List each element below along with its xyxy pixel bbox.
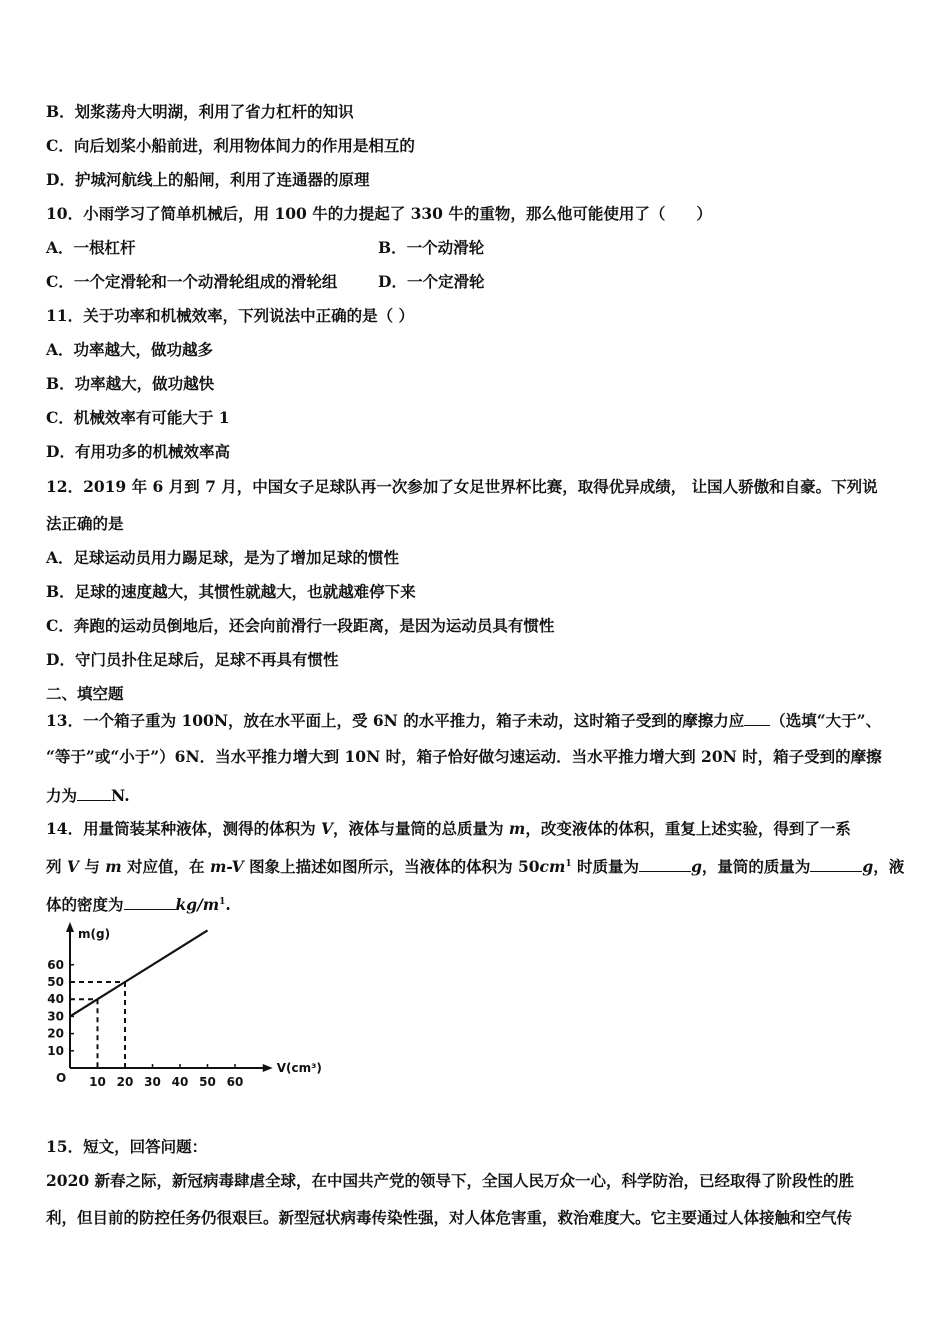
q9-option-b: B．划浆荡舟大明湖，利用了省力杠杆的知识	[46, 102, 354, 121]
q15-paragraph-line2: 利，但目前的防控任务仍很艰巨。新型冠状病毒传染性强，对人体危害重，救治难度大。它主要通过人体接触和空气传	[46, 1208, 853, 1227]
q10-option-b: B．一个动滑轮	[378, 238, 485, 257]
q12-option-c: C．奔跑的运动员倒地后，还会向前滑行一段距离，是因为运动员具有惯性	[46, 616, 555, 635]
q14-text-1c: ，改变液体的体积，重复上述实验，得到了一系	[525, 819, 851, 838]
q11-stem: 11．关于功率和机械效率，下列说法中正确的是（ ）	[46, 306, 414, 325]
q14-text-2c: 对应值，在	[121, 857, 210, 876]
q14-line1	[46, 819, 851, 839]
q14-text-2f: ，量筒的质量为	[701, 857, 811, 876]
section-title: 二、填空题	[46, 684, 124, 703]
y-tick-label: 20	[47, 1026, 64, 1041]
q12-stem-line1: 12．2019 年 6 月到 7 月，中国女子足球队再一次参加了女足世界杯比赛，取得优异成绩， 让国人骄傲和自豪。下列说	[46, 477, 878, 496]
q13-line2: “等于”或“小于”）6N．当水平推力增大到 10N 时，箱子恰好做匀速运动．当水平推力增大到 20N 时，箱子受到的摩擦	[46, 747, 882, 766]
q14-var-m-2: m	[105, 857, 122, 876]
q12-option-d: D．守门员扑住足球后，足球不再具有惯性	[46, 650, 339, 669]
q13-text-1b: （选填“大于”、	[770, 711, 882, 730]
y-axis-arrow	[66, 922, 74, 932]
x-tick-label: 50	[199, 1075, 216, 1089]
q14-text-2a: 列	[46, 857, 67, 876]
origin-label: O	[56, 1071, 67, 1085]
q10-option-a: A．一根杠杆	[46, 238, 136, 257]
q14-text-1a: 14．用量筒装某种液体，测得的体积为	[46, 819, 321, 838]
y-tick-label: 60	[47, 957, 64, 972]
q14-var-v: V	[320, 819, 333, 838]
q15-stem: 15．短文，回答问题：	[46, 1137, 208, 1156]
q14-text-2d: 图象上描述如图所示，当液体的体积为 50	[243, 857, 540, 876]
q10-option-d: D．一个定滑轮	[378, 272, 485, 291]
q14-unit-cm: cm	[539, 857, 566, 876]
q14-line3	[46, 894, 231, 915]
y-tick-label: 40	[47, 992, 64, 1007]
y-tick-label: 50	[47, 975, 64, 989]
q13-line3	[46, 785, 130, 806]
series-line	[70, 930, 208, 1016]
q14-sup-1: 1	[565, 858, 572, 869]
q14-var-m: m	[508, 819, 526, 838]
q14-var-v-2: V	[66, 857, 79, 876]
q10-option-c: C．一个定滑轮和一个动滑轮组成的滑轮组	[46, 272, 338, 291]
q14-text-2b: 与	[78, 857, 106, 876]
x-tick-label: 60	[226, 1075, 244, 1089]
q14-text-3b: .	[225, 895, 231, 914]
q13-blank-2[interactable]	[77, 785, 111, 801]
x-tick-label: 30	[144, 1075, 161, 1089]
q14-unit-kg: kg/m	[175, 895, 220, 914]
q14-text-3a: 体的密度为	[46, 895, 124, 914]
q9-option-c: C．向后划桨小船前进，利用物体间力的作用是相互的	[46, 136, 415, 155]
x-axis-arrow	[263, 1064, 273, 1072]
q13-text-3b: N.	[111, 786, 130, 805]
q13-text-1a: 13．一个箱子重为 100N，放在水平面上，受 6N 的水平推力，箱子未动，这时箱子受到的摩擦力应	[46, 711, 745, 730]
q14-unit-g: g	[691, 857, 702, 876]
q14-var-mv: m-V	[209, 857, 244, 876]
q12-option-a: A．足球运动员用力踢足球，是为了增加足球的惯性	[46, 548, 400, 567]
q11-option-c: C．机械效率有可能大于 1	[46, 408, 230, 427]
x-tick-label: 10	[89, 1075, 106, 1089]
q14-blank-3[interactable]	[124, 894, 176, 910]
q14-text-2g: ，液	[873, 857, 905, 876]
q15-paragraph-line1: 2020 新春之际，新冠病毒肆虐全球，在中国共产党的领导下，全国人民万众一心，科学防治，已经取得了阶段性的胜	[46, 1171, 855, 1190]
q14-sup-1b: 1	[219, 896, 226, 907]
q11-option-a: A．功率越大，做功越多	[46, 340, 214, 359]
q12-option-b: B．足球的速度越大，其惯性就越大，也就越难停下来	[46, 582, 416, 601]
q14-text-2e: 时质量为	[571, 857, 640, 876]
y-tick-label: 30	[47, 1009, 64, 1024]
q14-line2	[46, 856, 904, 877]
q14-unit-g-2: g	[862, 857, 874, 876]
x-tick-label: 20	[116, 1075, 134, 1089]
q11-option-d: D．有用功多的机械效率高	[46, 442, 230, 461]
q10-stem: 10．小雨学习了简单机械后，用 100 牛的力提起了 330 牛的重物，那么他可能使用了（ ）	[46, 204, 712, 223]
x-tick-label: 40	[171, 1075, 189, 1089]
q13-blank-1[interactable]	[744, 710, 770, 726]
q14-text-1b: ，液体与量筒的总质量为	[333, 819, 509, 838]
q12-stem-line2: 法正确的是	[46, 514, 124, 533]
q14-blank-2[interactable]	[810, 856, 862, 872]
m-v-graph	[46, 920, 336, 1100]
q14-blank-1[interactable]	[639, 856, 691, 872]
y-axis-label: m(g)	[78, 927, 111, 941]
q13-line1	[46, 710, 881, 731]
y-tick-label: 10	[47, 1043, 64, 1058]
q11-option-b: B．功率越大，做功越快	[46, 374, 215, 393]
x-axis-label: V(cm³)	[276, 1061, 322, 1075]
q9-option-d: D．护城河航线上的船闸，利用了连通器的原理	[46, 170, 370, 189]
q13-text-3a: 力为	[46, 786, 78, 805]
